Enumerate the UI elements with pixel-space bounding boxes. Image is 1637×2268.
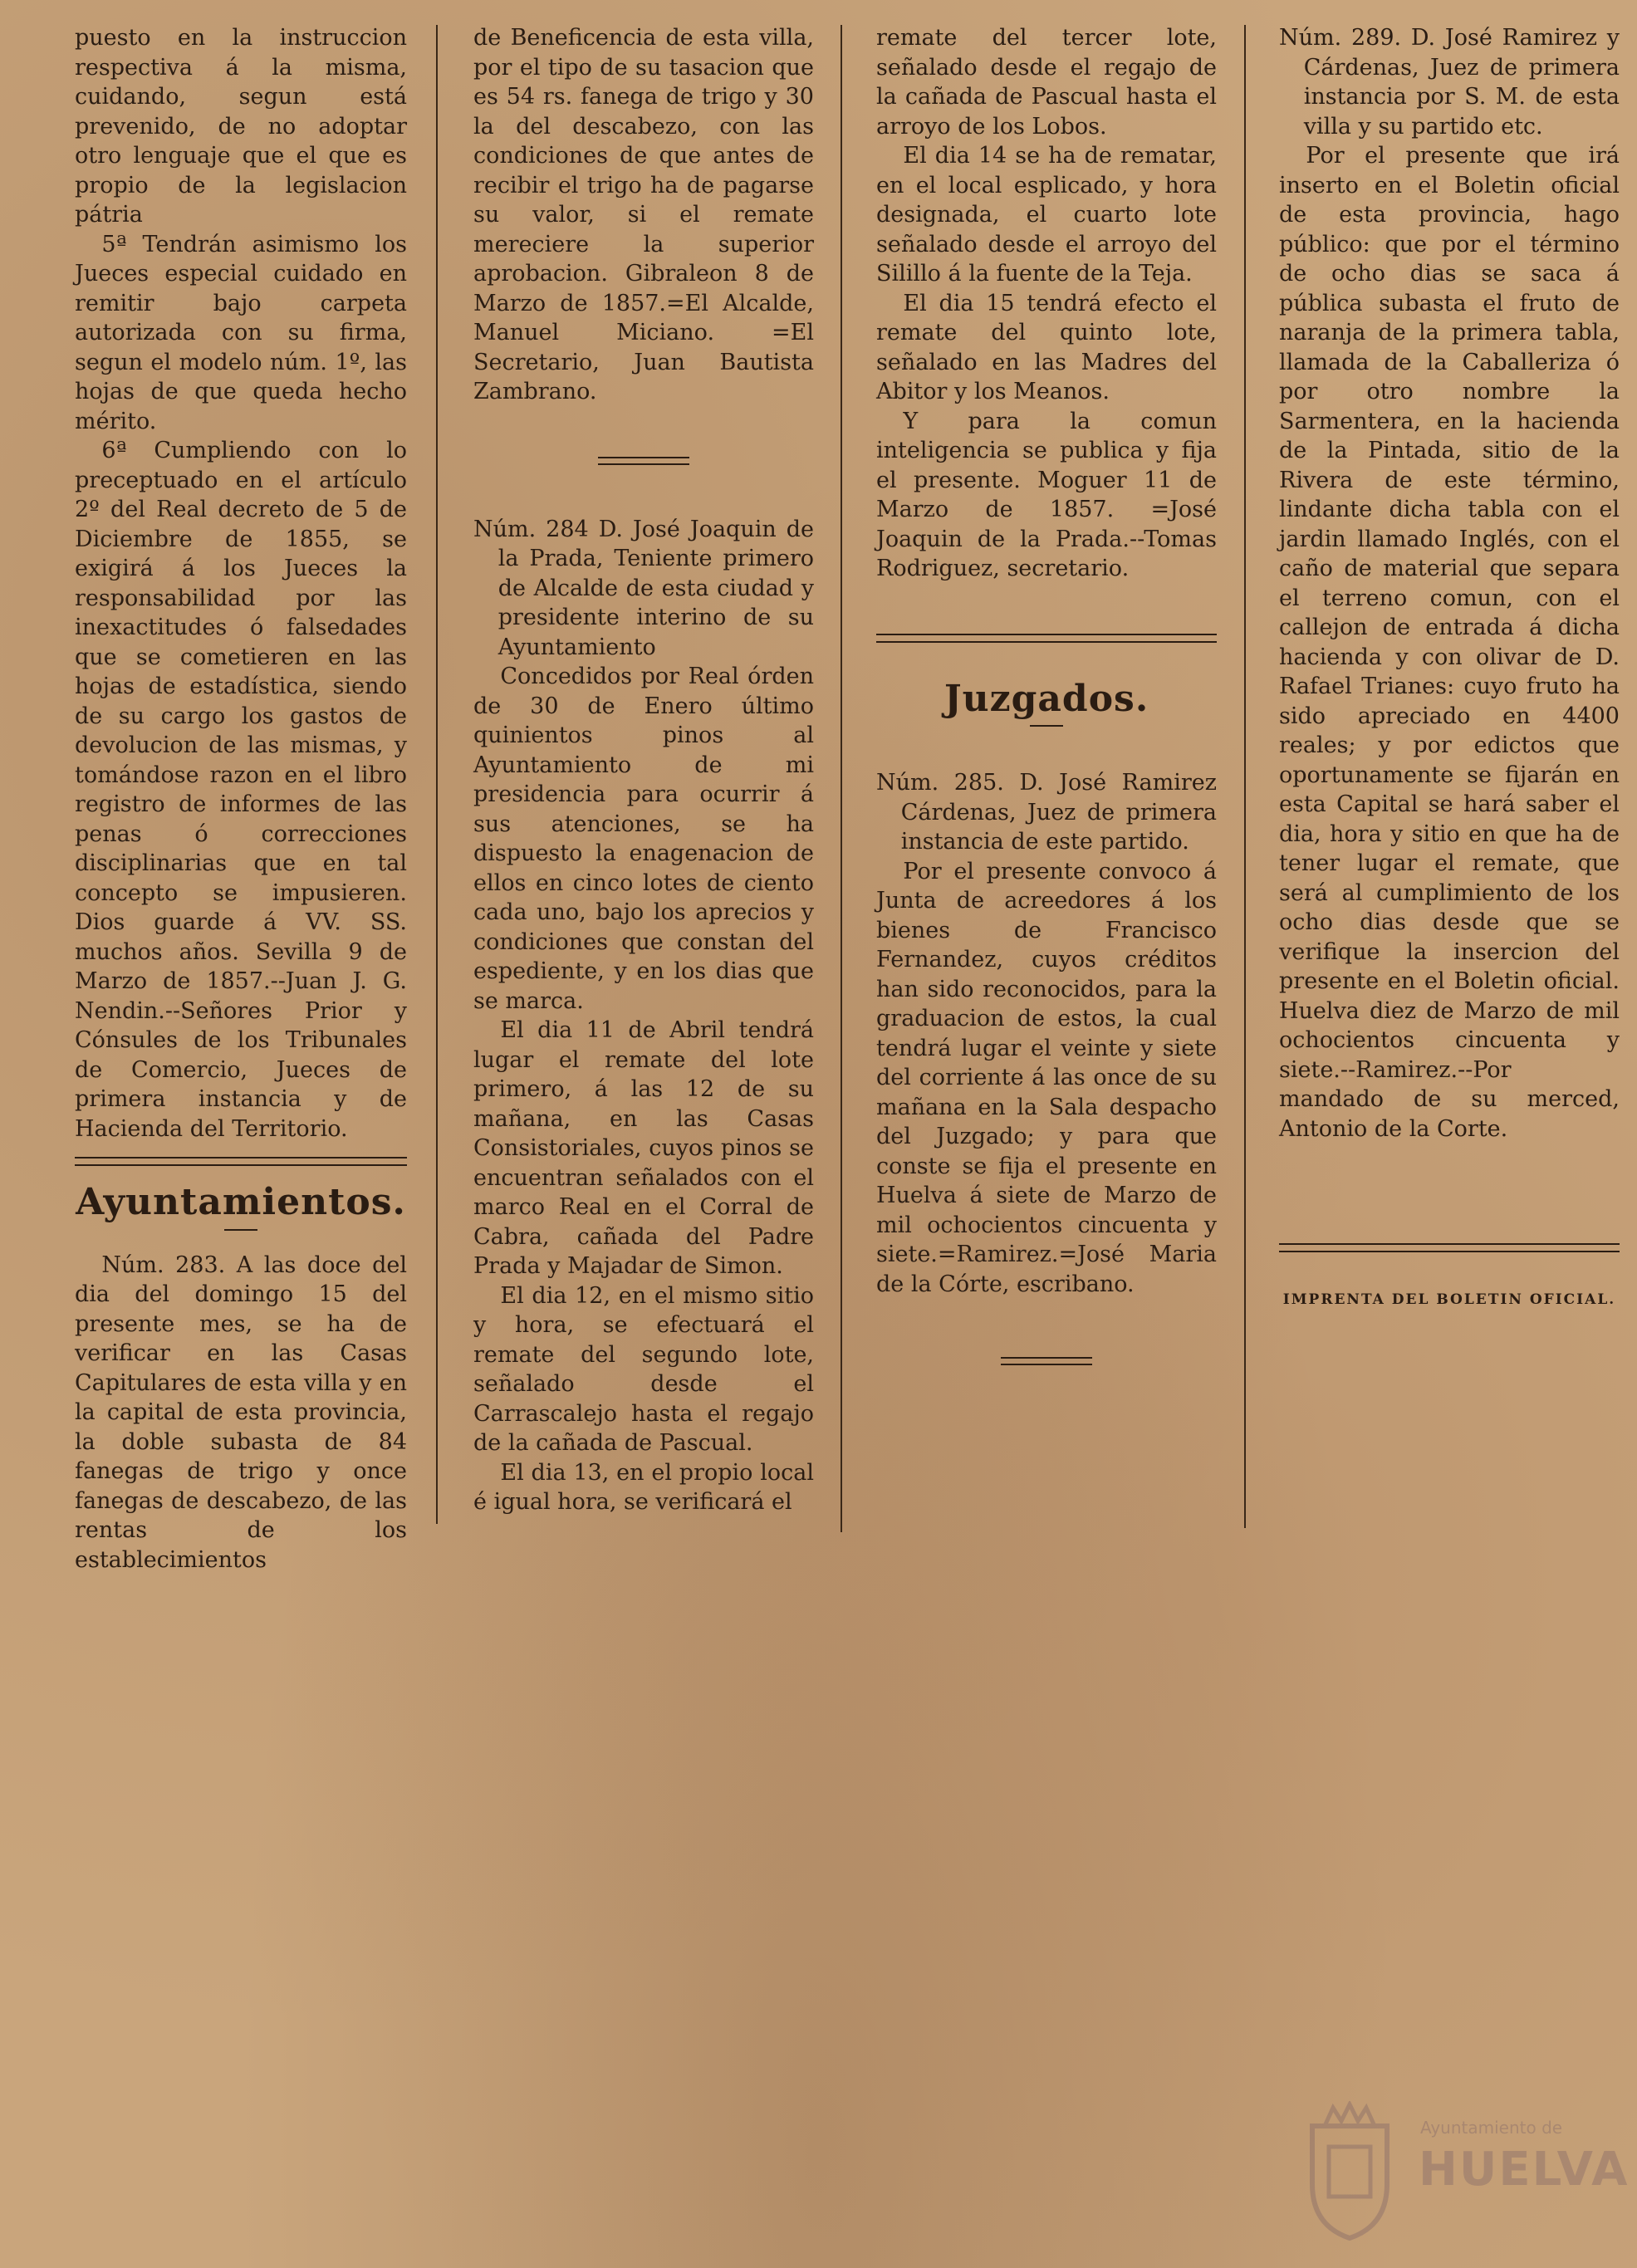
col3-paragraph-2: El dia 14 se ha de rematar, en el local esplicado, y hora designada, el cuarto lote señalado desde el arroyo del Silillo á la fuente de la Teja. <box>876 143 1217 287</box>
col4-paragraph-1: Núm. 289. D. José Ramirez y Cárdenas, Juez de primera instancia por S. M. de esta villa y su partido etc. <box>1279 25 1620 140</box>
section-divider <box>876 634 1217 643</box>
col2-paragraph-2: Núm. 284 D. José Joaquin de la Prada, Teniente primero de Alcalde de esta ciudad y presidente interino de su Ayuntamiento <box>473 516 814 660</box>
coat-of-arms-icon <box>1296 2101 1404 2242</box>
section-heading-ayuntamientos: Ayuntamientos. <box>76 1181 406 1223</box>
column-2 <box>473 23 814 1517</box>
column-rule-3 <box>1244 25 1246 1528</box>
col3-paragraph-1: remate del tercer lote, señalado desde el regajo de la cañada de Pascual hasta el arroyo de los Lobos. <box>876 25 1217 140</box>
col3-paragraph-6: Por el presente convoco á Junta de acreedores á los bienes de Francisco Fernandez, cuyos créditos han sido reconocidos, para la graduacion de estos, la cual tendrá lugar el veinte y siete del corriente á las once de su mañana en la Sala despacho del Juzgado; y para que conste se fija el presente en Huelva á siete de Marzo de mil ochocientos cincuenta y siete.=Ramirez.=José Maria de la Córte, escribano. <box>876 858 1217 1297</box>
col2-paragraph-5: El dia 12, en el mismo sitio y hora, se efectuará el remate del segundo lote, señalado desde el Carrascalejo hasta el regajo de la cañada de Pascual. <box>473 1282 814 1456</box>
section-heading-juzgados: Juzgados. <box>943 677 1149 720</box>
col2-paragraph-4: El dia 11 de Abril tendrá lugar el remate del lote primero, á las 12 de su mañana, en las Casas Consistoriales, cuyos pinos se encuentran señalados con el marco Real en el Corral de Cabra, cañada del Padre Prada y Majadar de Simon. <box>473 1017 814 1279</box>
col3-paragraph-5: Núm. 285. D. José Ramirez Cárdenas, Juez de primera instancia de este partido. <box>876 770 1217 855</box>
col2-paragraph-6: El dia 13, en el propio local é igual hora, se verificará el <box>473 1459 814 1515</box>
printer-imprint: IMPRENTA DEL BOLETIN OFICIAL. <box>1282 1291 1616 1308</box>
heading-dash <box>1030 725 1063 727</box>
col1-paragraph-2: 5ª Tendrán asimismo los Jueces especial cuidado en remitir bajo carpeta autorizada con su firma, segun el modelo núm. 1º, las hojas de que queda hecho mérito. <box>75 231 407 434</box>
col1-paragraph-4: Núm. 283. A las doce del dia del domingo 15 del presente mes, se ha de verificar en las Casas Capitulares de esta villa y en la capital de esta provincia, la doble subasta de 84 fanegas de trigo y once fanegas de descabezo, de las rentas de los establecimientos <box>75 1252 407 1573</box>
watermark-line-1: Ayuntamiento de <box>1420 2118 1563 2138</box>
col2-paragraph-3: Concedidos por Real órden de 30 de Enero último quinientos pinos al Ayuntamiento de mi presidencia para ocurrir á sus atenciones, se ha dispuesto la enagenacion de ellos en cinco lotes de ciento cada uno, bajo los aprecios y condiciones que constan del espediente, y en los dias que se marca. <box>473 664 814 1014</box>
notice-divider <box>598 457 689 465</box>
column-1 <box>75 23 407 1575</box>
column-3 <box>876 23 1217 1380</box>
col1-paragraph-1: puesto en la instruccion respectiva á la misma, cuidando, segun está prevenido, de no adoptar otro lenguaje que el que es propio de la legislacion pátria <box>75 25 407 228</box>
col4-paragraph-2: Por el presente que irá inserto en el Boletin oficial de esta provincia, hago público: que por el término de ocho dias se saca á pública subasta el fruto de naranja de la primera tabla, llamada de la Caballeriza ó por otro nombre la Sarmentera, en la hacienda de la Pintada, sitio de la Rivera de este término, lindante dicha tabla con el jardin llamado Inglés, con el caño de material que separa el terreno comun, con el callejon de entrada á dicha hacienda y con olivar de D. Rafael Trianes: cuyo fruto ha sido apreciado en 4400 reales; y por edictos que oportunamente se fijarán en esta Capital se hará saber el dia, hora y sitio en que ha de tener lugar el remate, que será al cumplimiento de los ocho dias desde que se verifique la insercion del presente en el Boletin oficial. Huelva diez de Marzo de mil ochocientos cincuenta y siete.--Ramirez.--Por mandado de su merced, Antonio de la Corte. <box>1279 143 1620 1142</box>
column-4 <box>1279 23 1620 1315</box>
heading-dash <box>224 1229 257 1231</box>
notice-divider <box>1001 1357 1092 1365</box>
section-divider <box>1279 1243 1620 1252</box>
col2-paragraph-1: de Beneficencia de esta villa, por el tipo de su tasacion que es 54 rs. fanega de trigo y 30 la del descabezo, con las condiciones de que antes de recibir el trigo ha de pagarse su valor, si el remate mereciere la superior aprobacion. Gibraleon 8 de Marzo de 1857.=El Alcalde, Manuel Miciano. =El Secretario, Juan Bautista Zambrano. <box>473 25 814 404</box>
col3-paragraph-4: Y para la comun inteligencia se publica y fija el presente. Moguer 11 de Marzo de 1857. =José Joaquin de la Prada.--Tomas Rodriguez, secretario. <box>876 408 1217 581</box>
section-divider <box>75 1157 407 1166</box>
column-rule-2 <box>841 25 842 1532</box>
col3-paragraph-3: El dia 15 tendrá efecto el remate del quinto lote, señalado en las Madres del Abitor y los Meanos. <box>876 290 1217 404</box>
huelva-watermark <box>1296 2101 1630 2251</box>
watermark-line-2: HUELVA <box>1419 2143 1630 2197</box>
col1-paragraph-3: 6ª Cumpliendo con lo preceptuado en el artículo 2º del Real decreto de 5 de Diciembre de 1855, se exigirá á los Jueces la responsabilidad por las inexactitudes ó falsedades que se cometieren en las hojas de estadística, siendo de su cargo los gastos de devolucion de las mismas, y tomándose razon en el libro registro de informes de las penas ó correcciones disciplinarias que en tal concepto se impusieren. Dios guarde á VV. SS. muchos años. Sevilla 9 de Marzo de 1857.--Juan J. G. Nendin.--Señores Prior y Cónsules de los Tribunales de Comercio, Jueces de primera instancia y de Hacienda del Territorio. <box>75 438 407 1142</box>
column-rule-1 <box>436 25 438 1524</box>
